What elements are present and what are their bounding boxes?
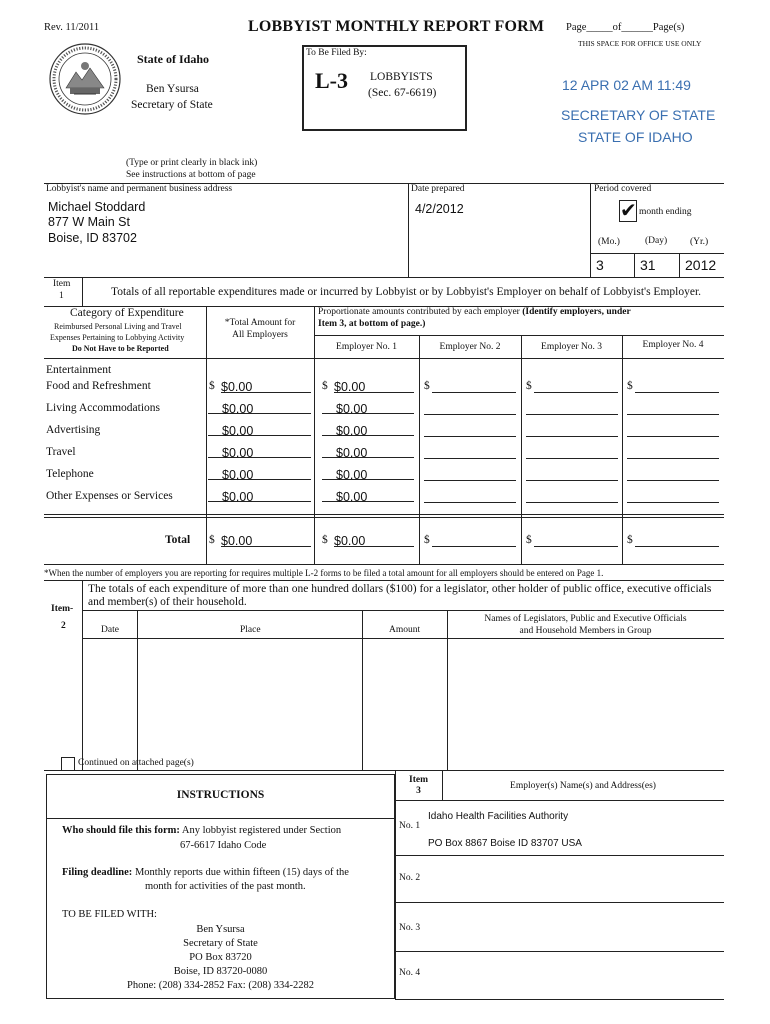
category-note-3: Do Not Have to be Reported xyxy=(72,344,169,353)
who-label: Who should file this form: xyxy=(62,825,180,836)
item3-header: Employer(s) Name(s) and Address(es) xyxy=(510,781,656,791)
row-advertising-total-value: $0.00 xyxy=(222,424,254,438)
month-ending-checkbox[interactable]: ✔ xyxy=(620,200,637,222)
row-travel-emp1-field[interactable] xyxy=(322,444,414,458)
row-food-emp1-field[interactable] xyxy=(334,378,414,393)
dollar-sign: $ xyxy=(322,534,328,546)
row-telephone-emp4-field[interactable] xyxy=(627,466,719,481)
row-living-emp1-field[interactable] xyxy=(322,400,414,414)
dollar-sign: $ xyxy=(209,380,215,392)
who-text-1: Any lobbyist registered under Section xyxy=(181,825,342,836)
received-stamp-state: STATE OF IDAHO xyxy=(578,129,693,145)
row-living-emp3-field[interactable] xyxy=(526,400,618,415)
row-telephone-emp2-field[interactable] xyxy=(424,466,516,481)
row-advertising-emp1-value: $0.00 xyxy=(336,424,368,438)
proportionate-text: Proportionate amounts contributed by each employer xyxy=(318,307,520,317)
continued-checkbox[interactable] xyxy=(61,757,75,771)
row-advertising-emp4-field[interactable] xyxy=(627,422,719,437)
received-stamp-date: 12 APR 02 AM 11:49 xyxy=(562,77,691,93)
lobbyist-name-field[interactable]: Michael Stoddard xyxy=(48,200,146,214)
proportionate-header-2: Item 3, at bottom of page.) xyxy=(318,319,426,329)
filing-address-4: Boise, ID 83720-0080 xyxy=(173,966,268,977)
category-note-2: Expenses Pertaining to Lobbying Activity xyxy=(50,333,185,342)
dollar-sign: $ xyxy=(526,534,532,546)
form-title: LOBBYIST MONTHLY REPORT FORM xyxy=(248,18,545,35)
row-living-label: Living Accommodations xyxy=(46,402,161,414)
employer-2-header: Employer No. 2 xyxy=(439,342,501,352)
item2-date-header: Date xyxy=(101,625,119,635)
period-month-field[interactable]: 3 xyxy=(596,257,604,273)
employer-4-field[interactable] xyxy=(428,954,722,996)
form-section: (Sec. 67-6619) xyxy=(368,87,437,99)
employer-3-header: Employer No. 3 xyxy=(541,342,602,352)
official-title: Secretary of State xyxy=(131,99,213,111)
item3-number: 3 xyxy=(416,786,421,796)
employer-no3-label: No. 3 xyxy=(399,923,421,933)
period-year-field[interactable]: 2012 xyxy=(685,257,717,273)
employer-no4-label: No. 4 xyxy=(399,968,421,978)
row-food-emp2-field[interactable] xyxy=(432,378,516,393)
total-label: Total xyxy=(165,534,191,546)
form-code: L-3 xyxy=(315,68,348,93)
row-living-total-field[interactable] xyxy=(208,400,311,414)
item3-label: Item xyxy=(409,775,428,785)
item2-heading: The totals of each expenditure of more than one hundred dollars ($100) for a legislator, other holder of public office, executive officials and member(s) of their household. xyxy=(88,583,712,608)
total-amount-header-2: All Employers xyxy=(232,330,288,340)
row-travel-label: Travel xyxy=(46,446,76,458)
lobbyist-address1-field[interactable]: 877 W Main St xyxy=(48,215,130,229)
period-covered-label: Period covered xyxy=(594,184,652,194)
office-use-note: THIS SPACE FOR OFFICE USE ONLY xyxy=(578,39,702,48)
row-other-emp2-field[interactable] xyxy=(424,488,516,503)
year-label: (Yr.) xyxy=(690,237,709,247)
dollar-sign: $ xyxy=(424,380,430,392)
row-food-total-field[interactable] xyxy=(221,378,311,393)
deadline-text-2: month for activities of the past month. xyxy=(145,881,306,892)
dollar-sign: $ xyxy=(209,534,215,546)
grand-total-value: $0.00 xyxy=(221,534,253,548)
row-travel-emp3-field[interactable] xyxy=(526,444,618,459)
row-telephone-emp3-field[interactable] xyxy=(526,466,618,481)
state-name: State of Idaho xyxy=(137,52,210,66)
emp3-total-field[interactable] xyxy=(534,532,618,547)
dollar-sign: $ xyxy=(526,380,532,392)
grand-total-field[interactable] xyxy=(221,532,311,547)
item1-label: Item xyxy=(53,279,71,289)
employer-1-header: Employer No. 1 xyxy=(336,342,397,352)
row-other-emp1-field[interactable] xyxy=(322,488,414,502)
file-with-label: TO BE FILED WITH: xyxy=(62,909,157,920)
emp4-total-field[interactable] xyxy=(635,532,719,547)
item2-place-field[interactable] xyxy=(138,639,361,751)
page-count-field[interactable]: Page_____of______Page(s) xyxy=(566,22,685,33)
employer-no1-label: No. 1 xyxy=(399,821,421,831)
row-travel-emp1-value: $0.00 xyxy=(336,446,368,460)
row-living-total-value: $0.00 xyxy=(222,402,254,416)
item1-footnote: *When the number of employers you are reporting for requires multiple L-2 forms to be filed a total amount for all employers should be entered on Page 1. xyxy=(44,568,604,578)
row-other-emp4-field[interactable] xyxy=(627,488,719,503)
month-ending-label: month ending xyxy=(639,207,692,217)
form-type: LOBBYISTS xyxy=(370,71,433,83)
category-note-1: Reimbursed Personal Living and Travel xyxy=(54,322,182,331)
instructions-note: See instructions at bottom of page xyxy=(126,170,256,180)
lobbyist-address2-field[interactable]: Boise, ID 83702 xyxy=(48,231,137,245)
deadline-text-1: Monthly reports due within fifteen (15) days of the xyxy=(134,867,349,878)
entertainment-label: Entertainment xyxy=(46,364,112,376)
item2-number: 2 xyxy=(61,621,66,631)
row-food-total-value: $0.00 xyxy=(221,380,253,394)
item2-place-header: Place xyxy=(240,625,261,635)
item1-number: 1 xyxy=(59,291,64,301)
revision-date: Rev. 11/2011 xyxy=(44,22,100,33)
total-amount-header-1: *Total Amount for xyxy=(224,318,296,328)
employer-4-header: Employer No. 4 xyxy=(642,340,704,350)
row-food-emp4-field[interactable] xyxy=(635,378,719,393)
ink-note: (Type or print clearly in black ink) xyxy=(126,158,258,168)
row-food-emp3-field[interactable] xyxy=(534,378,618,393)
filing-phone-fax: Phone: (208) 334-2852 Fax: (208) 334-2282 xyxy=(127,980,314,991)
proportionate-header-1 xyxy=(318,307,631,317)
row-other-total-field[interactable] xyxy=(208,488,311,502)
row-telephone-emp1-field[interactable] xyxy=(322,466,414,480)
row-advertising-emp1-field[interactable] xyxy=(322,422,414,436)
row-living-emp1-value: $0.00 xyxy=(336,402,368,416)
date-prepared-field[interactable]: 4/2/2012 xyxy=(415,202,464,216)
employer-no2-label: No. 2 xyxy=(399,873,421,883)
category-header: Category of Expenditure xyxy=(70,307,184,319)
row-living-emp4-field[interactable] xyxy=(627,400,719,415)
filing-deadline xyxy=(62,867,349,878)
item2-label: Item- xyxy=(51,604,74,614)
employer-1-name-field[interactable]: Idaho Health Facilities Authority xyxy=(428,811,569,822)
row-travel-total-value: $0.00 xyxy=(222,446,254,460)
employer-3-field[interactable] xyxy=(428,905,722,947)
day-label: (Day) xyxy=(645,236,668,246)
filing-address-1: Ben Ysursa xyxy=(196,924,245,935)
row-telephone-emp1-value: $0.00 xyxy=(336,468,368,482)
item2-amount-header: Amount xyxy=(389,625,421,635)
lobbyist-address-label: Lobbyist's name and permanent business address xyxy=(46,184,233,194)
dollar-sign: $ xyxy=(627,380,633,392)
continued-label: Continued on attached page(s) xyxy=(78,758,194,768)
row-living-emp2-field[interactable] xyxy=(424,400,516,415)
dollar-sign: $ xyxy=(627,534,633,546)
official-name: Ben Ysursa xyxy=(146,83,199,95)
filing-address-2: Secretary of State xyxy=(183,938,258,949)
dollar-sign: $ xyxy=(424,534,430,546)
row-other-emp3-field[interactable] xyxy=(526,488,618,503)
row-travel-total-field[interactable] xyxy=(208,444,311,458)
row-other-emp1-value: $0.00 xyxy=(336,490,368,504)
item2-names-header-2: and Household Members in Group xyxy=(519,626,652,636)
who-should-file xyxy=(62,825,341,836)
who-text-2: 67-6617 Idaho Code xyxy=(180,840,267,851)
proportionate-bold-text: (Identify employers, under xyxy=(522,307,631,317)
row-advertising-label: Advertising xyxy=(46,424,101,436)
emp1-total-field[interactable] xyxy=(334,532,414,547)
received-stamp-office: SECRETARY OF STATE xyxy=(561,107,716,123)
dollar-sign: $ xyxy=(322,380,328,392)
date-prepared-label: Date prepared xyxy=(411,184,465,194)
row-advertising-emp3-field[interactable] xyxy=(526,422,618,437)
emp2-total-field[interactable] xyxy=(432,532,516,547)
employer-2-field[interactable] xyxy=(428,858,722,900)
row-advertising-total-field[interactable] xyxy=(208,422,311,436)
row-telephone-label: Telephone xyxy=(46,468,94,480)
filing-address-3: PO Box 83720 xyxy=(189,952,252,963)
employer-1-address-field[interactable]: PO Box 8867 Boise ID 83707 USA xyxy=(428,838,582,849)
row-food-label: Food and Refreshment xyxy=(46,380,151,392)
row-other-label: Other Expenses or Services xyxy=(46,490,173,502)
month-label: (Mo.) xyxy=(598,237,620,247)
instructions-title: INSTRUCTIONS xyxy=(176,789,265,801)
deadline-label: Filing deadline: xyxy=(62,867,133,878)
row-travel-emp2-field[interactable] xyxy=(424,444,516,459)
row-other-total-value: $0.00 xyxy=(222,490,254,504)
filed-by-label: To Be Filed By: xyxy=(306,48,367,58)
emp1-total-value: $0.00 xyxy=(334,534,366,548)
row-food-emp1-value: $0.00 xyxy=(334,380,366,394)
item2-amount-field[interactable] xyxy=(363,639,446,751)
row-telephone-total-value: $0.00 xyxy=(222,468,254,482)
row-advertising-emp2-field[interactable] xyxy=(424,422,516,437)
item2-names-field[interactable] xyxy=(448,639,723,751)
idaho-state-seal xyxy=(48,42,122,116)
item1-heading: Totals of all reportable expenditures made or incurred by Lobbyist or by Lobbyist's Employer on behalf of Lobbyist's Employer. xyxy=(111,286,702,298)
row-telephone-total-field[interactable] xyxy=(208,466,311,480)
row-travel-emp4-field[interactable] xyxy=(627,444,719,459)
period-day-field[interactable]: 31 xyxy=(640,257,656,273)
item2-names-header-1: Names of Legislators, Public and Executive Officials xyxy=(484,614,687,624)
